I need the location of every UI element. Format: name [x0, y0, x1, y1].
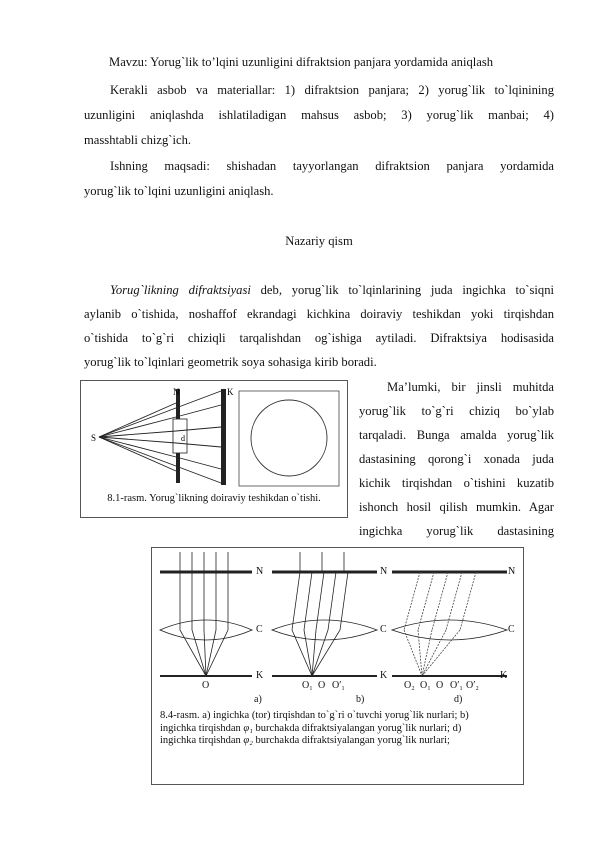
figure-2-caption-line-1: 8.4-rasm. a) ingichka (tor) tirqishdan to`g`ri o`tuvchi yorug`lik nurlari; b): [160, 710, 469, 721]
fig2-label-o2p-d: O′₂: [466, 680, 479, 691]
side-line-3: tarqaladi. Bunga amalda yorug`lik: [359, 428, 554, 442]
fig2-label-o1p-d: O′₁: [450, 680, 463, 691]
fig1-label-d: d: [181, 434, 185, 443]
fig1-label-n: N: [173, 387, 180, 397]
fig2-label-o1-b: O₁: [302, 680, 313, 691]
fig1-label-k: K: [227, 387, 234, 397]
topic-line: Mavzu: Yorug`lik to’lqini uzunligini difraktsion panjara yordamida aniqlash: [109, 55, 494, 69]
figure-1-caption: 8.1-rasm. Yorug`likning doiraviy teshikdan o`tishi.: [107, 493, 321, 504]
figure-1-diagram: [81, 381, 347, 491]
fig2-label-o1-d: O₁: [420, 680, 431, 691]
panel-a: [160, 552, 252, 676]
fig2-label-c-b: C: [380, 624, 387, 635]
panel-d: [392, 572, 507, 676]
side-line-4: dastasining qorong`i xonada juda: [359, 452, 554, 466]
theory-line-1-rest: deb, yorug`lik to`lqinlarining juda ingichka to`siqni: [250, 283, 554, 297]
fig2-label-c-a: C: [256, 624, 263, 635]
theory-line-3: o`tishida to`g`ri chiziqli tarqalishdan og`ishiga aytiladi. Difraktsiya hodisasida: [84, 331, 554, 345]
goal-line-2: yorug`lik to`lqini uzunligini aniqlash.: [84, 184, 274, 198]
fig2-label-n-b: N: [380, 566, 388, 577]
figure-2: [151, 547, 524, 785]
fig2-label-n-a: N: [256, 566, 264, 577]
fig2-label-k-a: K: [256, 670, 264, 681]
materials-line-3: masshtabli chizg`ich.: [84, 133, 192, 147]
figure-1: [80, 380, 348, 518]
side-line-1: Ma’lumki, bir jinsli muhitda: [387, 380, 554, 394]
fig2-label-c-d: C: [508, 624, 515, 635]
fig2-label-o-b: O: [318, 680, 326, 691]
side-line-6: ishonch hosil qilish mumkin. Agar: [359, 500, 554, 514]
fig2-label-k-b: K: [380, 670, 388, 681]
fig2-label-n-d: N: [508, 566, 516, 577]
side-line-5: kichik tirqishdan o`tishini kuzatib: [359, 476, 554, 490]
fig1-label-s: S: [91, 433, 97, 443]
side-line-7: ingichka yorug`lik dastasining: [359, 524, 554, 538]
fig2-label-o-a: O: [202, 680, 210, 691]
figure-2-caption-line-2: ingichka tirqishdan φ₁ burchakda difraktsiyalangan yorug`lik nurlari; d): [160, 722, 462, 734]
panel-b: [272, 552, 377, 676]
figure-2-caption: [160, 710, 520, 748]
fig2-label-o1p-b: O′₁: [332, 680, 345, 691]
panel-label-a: a): [254, 694, 262, 705]
goal-line-1: Ishning maqsadi: shishadan tayyorlangan difraktsion panjara yordamida: [110, 159, 554, 173]
materials-line-1: Kerakli asbob va materiallar: 1) difraktsion panjara; 2) yorug`lik to`lqinining: [110, 83, 554, 97]
phi1-symbol: φ₁: [243, 722, 253, 734]
section-title: Nazariy qism: [285, 234, 353, 248]
side-line-2: yorug`lik to`g`ri chiziq bo`ylab: [359, 404, 554, 418]
panel-label-b: b): [356, 694, 365, 705]
figure-2-diagram: [152, 548, 523, 688]
panel-label-d: d): [454, 694, 463, 705]
figure-2-caption-line-3: ingichka tirqishdan φ₂ burchakda difraktsiyalangan yorug`lik nurlari;: [160, 735, 450, 746]
fig2-label-o-d: O: [436, 680, 444, 691]
materials-line-2: uzunligini aniqlashda ishlatiladigan mahsus asbob; 3) yorug`lik manbai; 4): [84, 108, 554, 122]
diffraction-term: Yorug`likning difraktsiyasi: [110, 283, 251, 297]
theory-line-1: [84, 279, 554, 302]
fig2-label-o2-d: O₂: [404, 680, 415, 691]
theory-line-4: yorug`lik to`lqinlari geometrik soya sohasiga kirib boradi.: [84, 355, 377, 369]
theory-line-2: aylanib o`tishida, noshaffof ekrandagi kichkina doiraviy teshikdan yoki tirqishdan: [84, 307, 554, 321]
fig2-label-k-d: K: [500, 670, 508, 681]
phi2-symbol: φ₂: [243, 735, 253, 746]
